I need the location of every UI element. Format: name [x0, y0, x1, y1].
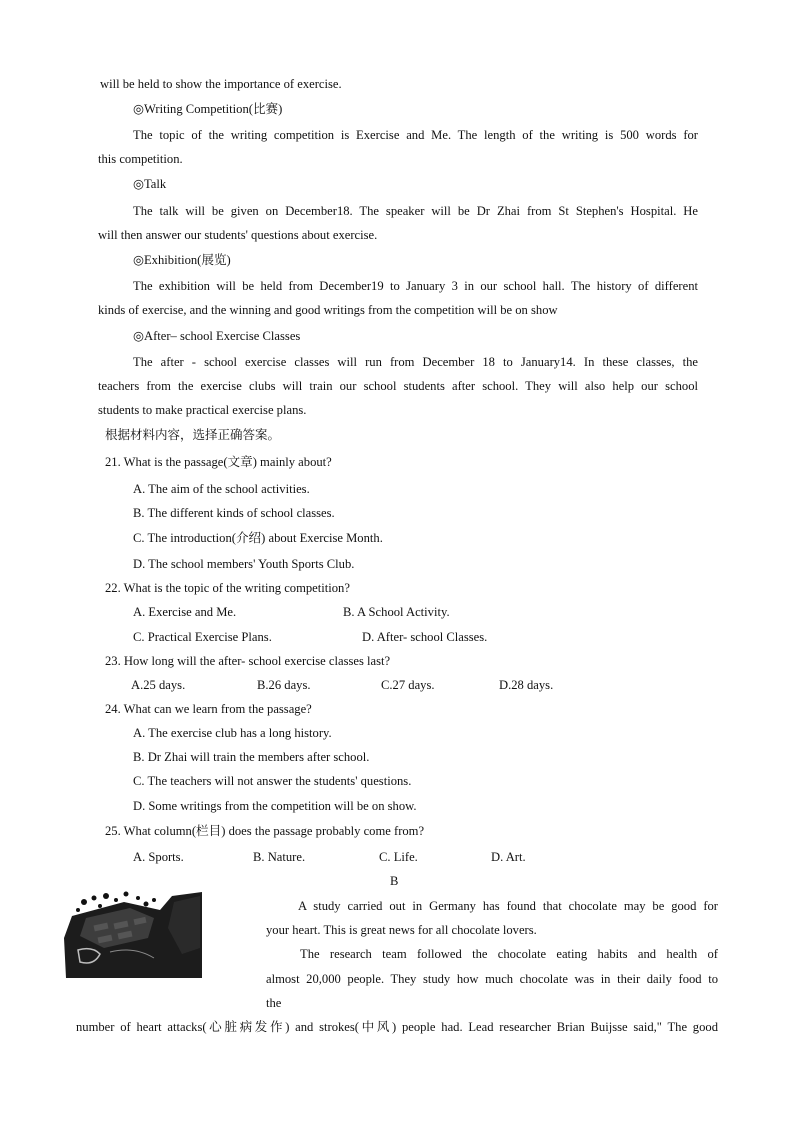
option[interactable]: C. Practical Exercise Plans.: [133, 630, 272, 644]
passage-b-line: number of heart attacks(心脏病发作) and strokes(中风) people had. Lead researcher Brian Buijsse said," The good: [76, 1020, 718, 1034]
passage-b-line: almost 20,000 people. They study how much chocolate was in their daily food to: [266, 972, 718, 986]
classes-body-line: teachers from the exercise clubs will train our school students after school. They will also help our school: [98, 379, 698, 393]
question-stem: 22. What is the topic of the writing competition?: [105, 581, 350, 595]
talk-body-line: will then answer our students' questions about exercise.: [98, 228, 378, 242]
exhibition-heading: ◎Exhibition(展览): [133, 253, 231, 267]
passage-b-line: A study carried out in Germany has found that chocolate may be good for: [298, 899, 718, 913]
option[interactable]: C. The teachers will not answer the students' questions.: [133, 774, 412, 788]
talk-heading: ◎Talk: [133, 177, 167, 191]
option[interactable]: B. The different kinds of school classes.: [133, 506, 335, 520]
option[interactable]: B.26 days.: [257, 678, 311, 692]
classes-heading: ◎After– school Exercise Classes: [133, 329, 301, 343]
passage-b-line: your heart. This is great news for all chocolate lovers.: [266, 923, 537, 937]
section-label-b: B: [390, 874, 399, 888]
option[interactable]: A. Sports.: [133, 850, 184, 864]
option[interactable]: B. A School Activity.: [343, 605, 450, 619]
option[interactable]: B. Nature.: [253, 850, 306, 864]
option[interactable]: A.25 days.: [131, 678, 186, 692]
option[interactable]: C. The introduction(介绍) about Exercise Month.: [133, 531, 383, 545]
option[interactable]: D. Some writings from the competition will be on show.: [133, 799, 417, 813]
question-stem: 21. What is the passage(文章) mainly about?: [105, 455, 332, 469]
writing-heading: ◎Writing Competition(比赛): [133, 102, 283, 116]
option[interactable]: D.28 days.: [499, 678, 554, 692]
classes-body-line: students to make practical exercise plans.: [98, 403, 307, 417]
option[interactable]: A. The aim of the school activities.: [133, 482, 310, 496]
option[interactable]: A. Exercise and Me.: [133, 605, 237, 619]
question-stem: 23. How long will the after- school exercise classes last?: [105, 654, 391, 668]
option[interactable]: C. Life.: [379, 850, 418, 864]
intro-tail: will be held to show the importance of exercise.: [100, 77, 342, 91]
talk-body-line: The talk will be given on December18. The speaker will be Dr Zhai from St Stephen's Hospital. He: [133, 204, 698, 218]
writing-body-line: The topic of the writing competition is Exercise and Me. The length of the writing is 500 words for: [133, 128, 698, 142]
option[interactable]: C.27 days.: [381, 678, 435, 692]
exhibition-body-line: kinds of exercise, and the winning and good writings from the competition will be on show: [98, 303, 558, 317]
chocolate-photo: [64, 888, 202, 978]
passage-b-line: the: [266, 996, 282, 1010]
writing-body-line: this competition.: [98, 152, 183, 166]
option[interactable]: D. The school members' Youth Sports Club.: [133, 557, 355, 571]
exhibition-body-line: The exhibition will be held from December19 to January 3 in our school hall. The history of different: [133, 279, 698, 293]
option[interactable]: D. Art.: [491, 850, 526, 864]
option[interactable]: B. Dr Zhai will train the members after school.: [133, 750, 370, 764]
passage-b-line: The research team followed the chocolate eating habits and health of: [300, 947, 718, 961]
option[interactable]: D. After- school Classes.: [362, 630, 488, 644]
question-stem: 24. What can we learn from the passage?: [105, 702, 312, 716]
question-stem: 25. What column(栏目) does the passage probably come from?: [105, 824, 425, 838]
option[interactable]: A. The exercise club has a long history.: [133, 726, 332, 740]
instruction: 根据材料内容，选择正确答案。: [105, 427, 281, 442]
classes-body-line: The after - school exercise classes will run from December 18 to January14. In these classes, the: [133, 355, 698, 369]
